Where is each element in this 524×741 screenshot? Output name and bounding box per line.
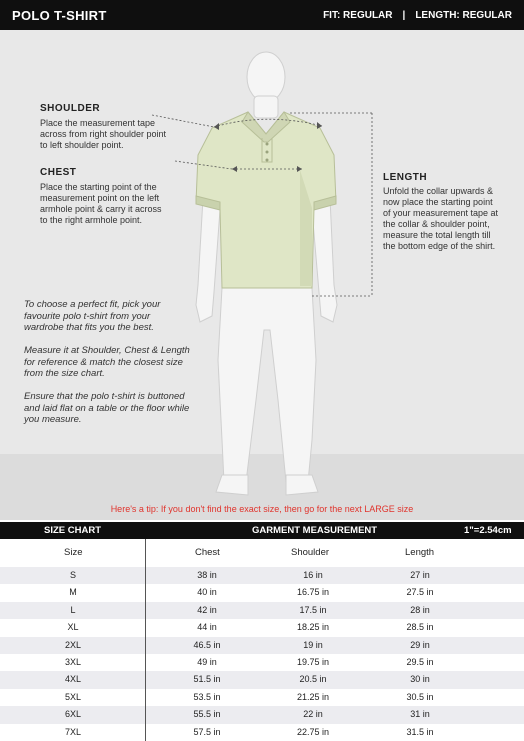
product-title: POLO T-SHIRT: [12, 7, 107, 23]
length-cell: 31 in: [410, 709, 430, 720]
fit-tip-paragraph-1: [24, 299, 209, 334]
table-row: [0, 584, 524, 601]
size-column-divider: [145, 539, 146, 741]
length-label: LENGTH: REGULAR: [415, 9, 512, 21]
chest-text-line: Place the starting point of the: [40, 182, 157, 192]
chest-text-line: armhole point & carry it across: [40, 204, 162, 214]
table-row: [0, 637, 524, 654]
chest-text-line: to the right armhole point.: [40, 215, 143, 225]
garment-measurement-heading: GARMENT MEASUREMENT: [252, 525, 378, 536]
shoulder-cell: 19 in: [303, 639, 323, 650]
mannequin-left-foot: [216, 475, 248, 495]
size-cell: S: [69, 570, 77, 580]
chest-cell: 38 in: [197, 570, 217, 580]
shoulder-cell: 20.5 in: [299, 674, 327, 685]
size-chart-heading: SIZE CHART: [44, 525, 101, 536]
column-header-chest: Chest: [195, 547, 220, 558]
size-cell: 6XL: [64, 709, 82, 720]
note-line: for reference & match the closest size: [24, 356, 183, 368]
table-row: [0, 567, 524, 584]
measurement-illustration: [0, 30, 524, 520]
shoulder-cell: 16 in: [303, 570, 323, 580]
shoulder-text-line: to left shoulder point.: [40, 140, 124, 150]
table-row: [0, 654, 524, 671]
table-row: [0, 689, 524, 706]
polo-shirt: [196, 112, 336, 288]
size-cell: XL: [67, 622, 79, 633]
note-line: wardrobe that fits you the best.: [24, 322, 154, 333]
shoulder-cell: 22 in: [303, 709, 323, 720]
shoulder-cell: 16.75 in: [296, 587, 330, 598]
length-text-line: measure the total length till: [383, 230, 491, 240]
chest-cell: 53.5 in: [193, 691, 221, 702]
fit-label: FIT: REGULAR: [323, 9, 393, 21]
mannequin-right-foot: [286, 475, 318, 495]
length-cell: 27 in: [410, 570, 430, 580]
mannequin-neck: [254, 96, 278, 118]
size-table-body: [0, 567, 524, 741]
chest-text-line: measurement point on the left: [40, 193, 160, 203]
shoulder-cell: 18.25 in: [296, 622, 330, 633]
mannequin-legs: [218, 288, 316, 482]
shirt-button: [266, 159, 269, 162]
chest-cell: 55.5 in: [193, 709, 221, 720]
size-cell: 4XL: [64, 674, 82, 685]
chest-cell: 42 in: [197, 604, 217, 615]
fit-info: [323, 10, 512, 21]
note-line: and laid flat on a table or the floor while: [24, 402, 190, 414]
chest-cell: 40 in: [197, 587, 217, 598]
fit-tip-paragraph-3: [24, 391, 209, 426]
length-text-line: Unfold the collar upwards &: [383, 186, 494, 196]
length-heading: LENGTH: [383, 172, 428, 183]
shoulder-cell: 17.5 in: [299, 604, 327, 615]
note-line: Measure it at Shoulder, Chest & Length: [24, 345, 190, 356]
length-text-line: the bottom edge of the shirt.: [383, 241, 496, 251]
chest-heading: CHEST: [40, 167, 77, 178]
inch-conversion: 1"=2.54cm: [464, 525, 512, 536]
length-cell: 31.5 in: [406, 726, 434, 737]
length-text-line: now place the starting point: [383, 197, 493, 207]
length-cell: 30 in: [410, 674, 430, 685]
length-description: [383, 186, 498, 252]
size-tip-text: Here's a tip: If you don't find the exact size, then go for the next LARGE size: [110, 504, 414, 514]
size-cell: 5XL: [64, 691, 82, 702]
shoulder-description: [40, 118, 166, 151]
chest-description: [40, 182, 162, 226]
fit-tip-paragraph-2: [24, 345, 209, 380]
note-line: Ensure that the polo t-shirt is buttoned: [24, 391, 185, 402]
length-cell: 28 in: [410, 604, 430, 615]
length-cell: 29.5 in: [406, 656, 434, 667]
shirt-button: [266, 143, 269, 146]
size-cell: 7XL: [64, 726, 82, 737]
length-cell: 29 in: [410, 639, 430, 650]
size-table-column-headers: [0, 539, 524, 568]
length-text-line: the collar & shoulder point,: [383, 219, 490, 229]
size-chart-header: [0, 522, 524, 539]
length-text-line: of your measurement tape at: [383, 208, 499, 218]
chest-cell: 49 in: [197, 656, 217, 667]
size-cell: 2XL: [64, 639, 82, 650]
note-line: you measure.: [24, 414, 82, 425]
shoulder-text-line: Place the measurement tape: [40, 118, 156, 128]
column-header-length: Length: [405, 547, 435, 558]
chest-cell: 46.5 in: [193, 639, 221, 650]
chest-cell: 51.5 in: [193, 674, 221, 685]
length-cell: 30.5 in: [406, 691, 434, 702]
shoulder-cell: 21.25 in: [296, 691, 330, 702]
fit-separator: |: [402, 9, 406, 21]
size-cell: 3XL: [64, 656, 82, 667]
mannequin-right-arm: [312, 198, 337, 322]
shoulder-cell: 22.75 in: [296, 726, 330, 737]
table-row: [0, 706, 524, 723]
column-header-size: Size: [64, 547, 83, 558]
mannequin-head: [247, 52, 285, 102]
note-line: To choose a perfect fit, pick your: [24, 299, 161, 310]
note-line: favourite polo t-shirt from your: [24, 310, 151, 322]
table-row: [0, 671, 524, 688]
note-line: from the size chart.: [24, 368, 105, 379]
table-row: [0, 619, 524, 636]
shoulder-heading: SHOULDER: [40, 103, 101, 114]
shoulder-text-line: across from right shoulder point: [40, 129, 167, 139]
length-cell: 27.5 in: [406, 587, 434, 598]
table-row: [0, 602, 524, 619]
shoulder-cell: 19.75 in: [296, 656, 330, 667]
chest-cell: 44 in: [197, 622, 217, 633]
shirt-button: [266, 151, 269, 154]
size-cell: L: [70, 604, 76, 615]
table-row: [0, 724, 524, 741]
chest-cell: 57.5 in: [193, 726, 221, 737]
length-cell: 28.5 in: [406, 622, 434, 633]
size-cell: M: [69, 587, 77, 598]
top-header-bar: [0, 0, 524, 30]
column-header-shoulder: Shoulder: [291, 547, 330, 558]
